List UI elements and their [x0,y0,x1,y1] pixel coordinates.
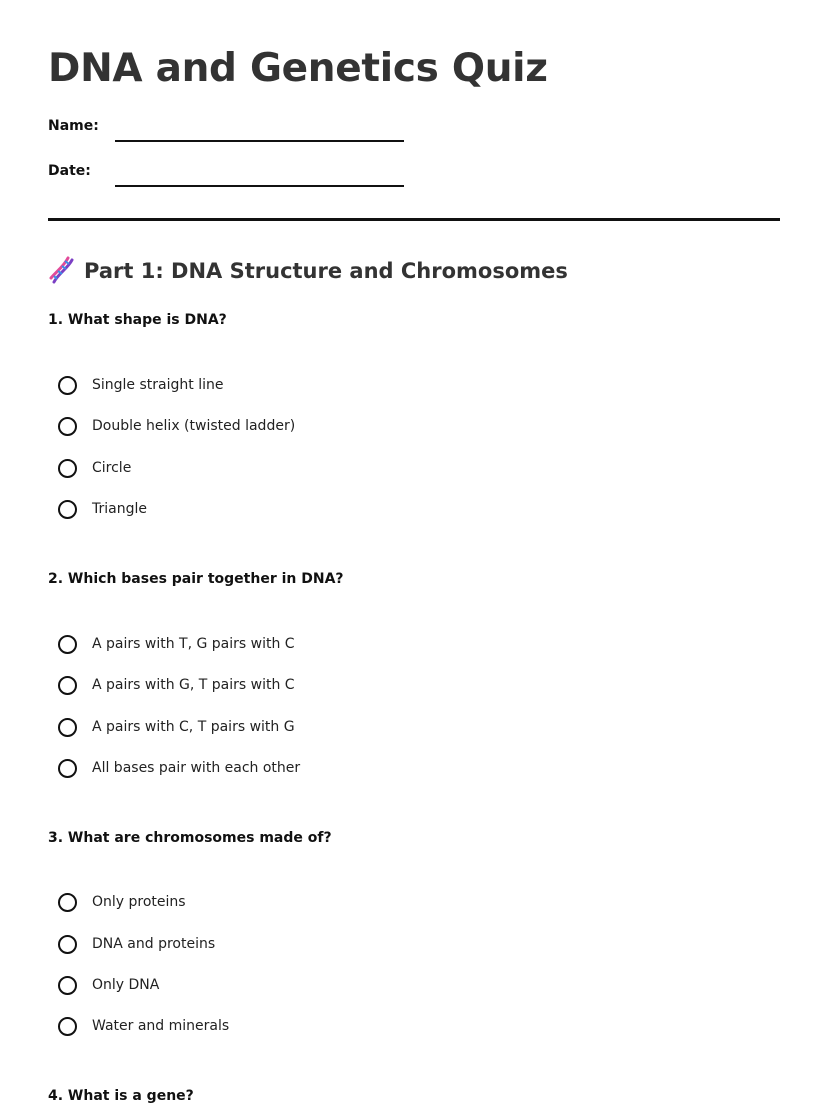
question-3: 3. What are chromosomes made of? [48,830,332,846]
q2-option-b[interactable] [58,671,295,699]
option-label: Circle [92,460,132,476]
q2-option-a[interactable] [58,630,295,658]
section-title-text: Part 1: DNA Structure and Chromosomes [84,259,568,283]
question-4: 4. What is a gene? [48,1088,194,1104]
radio-button[interactable] [58,1017,77,1036]
radio-button[interactable] [58,417,77,436]
name-label: Name: [48,118,99,134]
radio-button[interactable] [58,376,77,395]
name-input-line[interactable] [115,140,404,142]
option-label: Only proteins [92,894,186,910]
q1-option-d[interactable] [58,495,147,523]
q3-option-b[interactable] [58,930,215,958]
option-label: A pairs with C, T pairs with G [92,719,295,735]
name-field [48,118,408,148]
option-label: Water and minerals [92,1018,230,1034]
radio-button[interactable] [58,976,77,995]
option-label: Triangle [92,501,147,517]
option-label: Single straight line [92,377,224,393]
header-divider [48,218,780,221]
question-2: 2. Which bases pair together in DNA? [48,571,344,587]
q1-option-a[interactable] [58,371,223,399]
option-label: DNA and proteins [92,936,216,952]
q2-option-c[interactable] [58,713,295,741]
radio-button[interactable] [58,459,77,478]
q1-option-b[interactable] [58,412,295,440]
question-1: 1. What shape is DNA? [48,312,227,328]
option-label: A pairs with G, T pairs with C [92,677,295,693]
q3-option-c[interactable] [58,971,159,999]
radio-button[interactable] [58,893,77,912]
q2-option-d[interactable] [58,754,300,782]
date-label: Date: [48,163,91,179]
option-label: Only DNA [92,977,160,993]
option-label: A pairs with T, G pairs with C [92,636,295,652]
radio-button[interactable] [58,676,77,695]
page-title: DNA and Genetics Quiz [48,46,548,91]
date-field [48,163,408,193]
dna-icon [48,256,78,286]
radio-button[interactable] [58,718,77,737]
radio-button[interactable] [58,759,77,778]
section-title-part-1 [48,256,568,286]
option-label: Double helix (twisted ladder) [92,418,296,434]
radio-button[interactable] [58,935,77,954]
q3-option-a[interactable] [58,888,186,916]
radio-button[interactable] [58,500,77,519]
radio-button[interactable] [58,635,77,654]
q1-option-c[interactable] [58,454,131,482]
date-input-line[interactable] [115,185,404,187]
q3-option-d[interactable] [58,1012,229,1040]
option-label: All bases pair with each other [92,760,301,776]
